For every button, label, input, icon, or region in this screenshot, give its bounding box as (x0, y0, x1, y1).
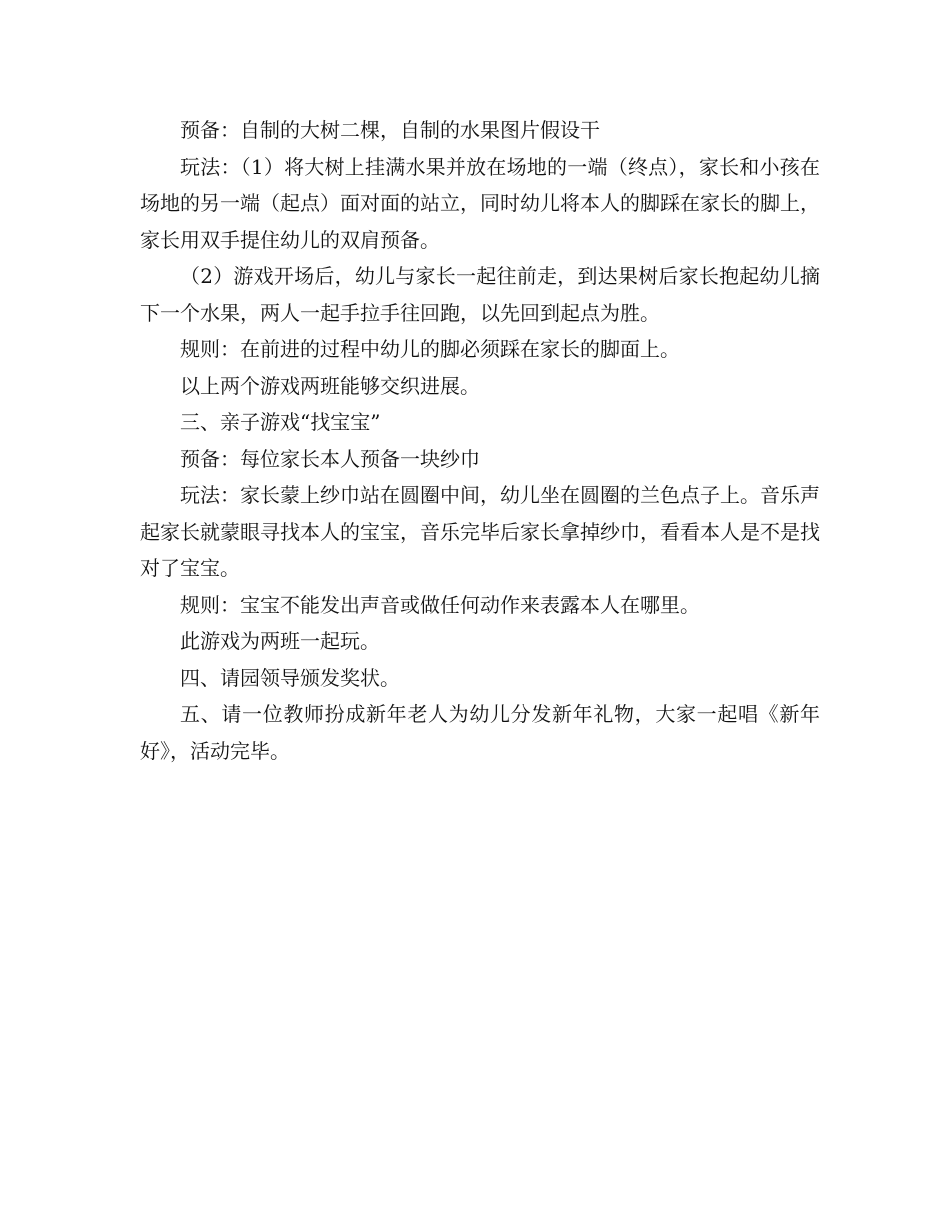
paragraph-preparation-2: 预备：每位家长本人预备一块纱巾 (180, 446, 480, 471)
paragraph-gameplay-3: 玩法：家长蒙上纱巾站在圆圈中间，幼儿坐在圆圈的兰色点子上。音乐声起家长就蒙眼寻找本人的宝宝，音乐完毕后家长拿掉纱巾，看看本人是不是找对了宝宝。 (140, 483, 820, 580)
paragraph-gameplay-2: （2）游戏开场后，幼儿与家长一起往前走，到达果树后家长抱起幼儿摘下一个水果，两人一起手拉手往回跑，以先回到起点为胜。 (140, 264, 820, 325)
paragraph-rules-2: 规则：宝宝不能发出声音或做任何动作来表露本人在哪里。 (180, 592, 700, 617)
section-heading-4: 四、请园领导颁发奖状。 (180, 665, 400, 690)
document-body (140, 112, 820, 769)
paragraph-gameplay-1: 玩法：（1）将大树上挂满水果并放在场地的一端（终点），家长和小孩在场地的另一端（起点）面对面的站立，同时幼儿将本人的脚踩在家长的脚上，家长用双手提住幼儿的双肩预备。 (140, 154, 820, 252)
paragraph-rules-1: 规则：在前进的过程中幼儿的脚必须踩在家长的脚面上。 (180, 337, 680, 361)
section-heading-5: 五、请一位教师扮成新年老人为幼儿分发新年礼物，大家一起唱《新年好》，活动完毕。 (140, 702, 820, 763)
paragraph-note-1: 以上两个游戏两班能够交织进展。 (180, 373, 480, 398)
paragraph-note-2: 此游戏为两班一起玩。 (180, 629, 380, 653)
section-heading-3: 三、亲子游戏“找宝宝” (180, 410, 381, 434)
paragraph-preparation-1: 预备：自制的大树二棵，自制的水果图片假设干 (180, 118, 600, 142)
